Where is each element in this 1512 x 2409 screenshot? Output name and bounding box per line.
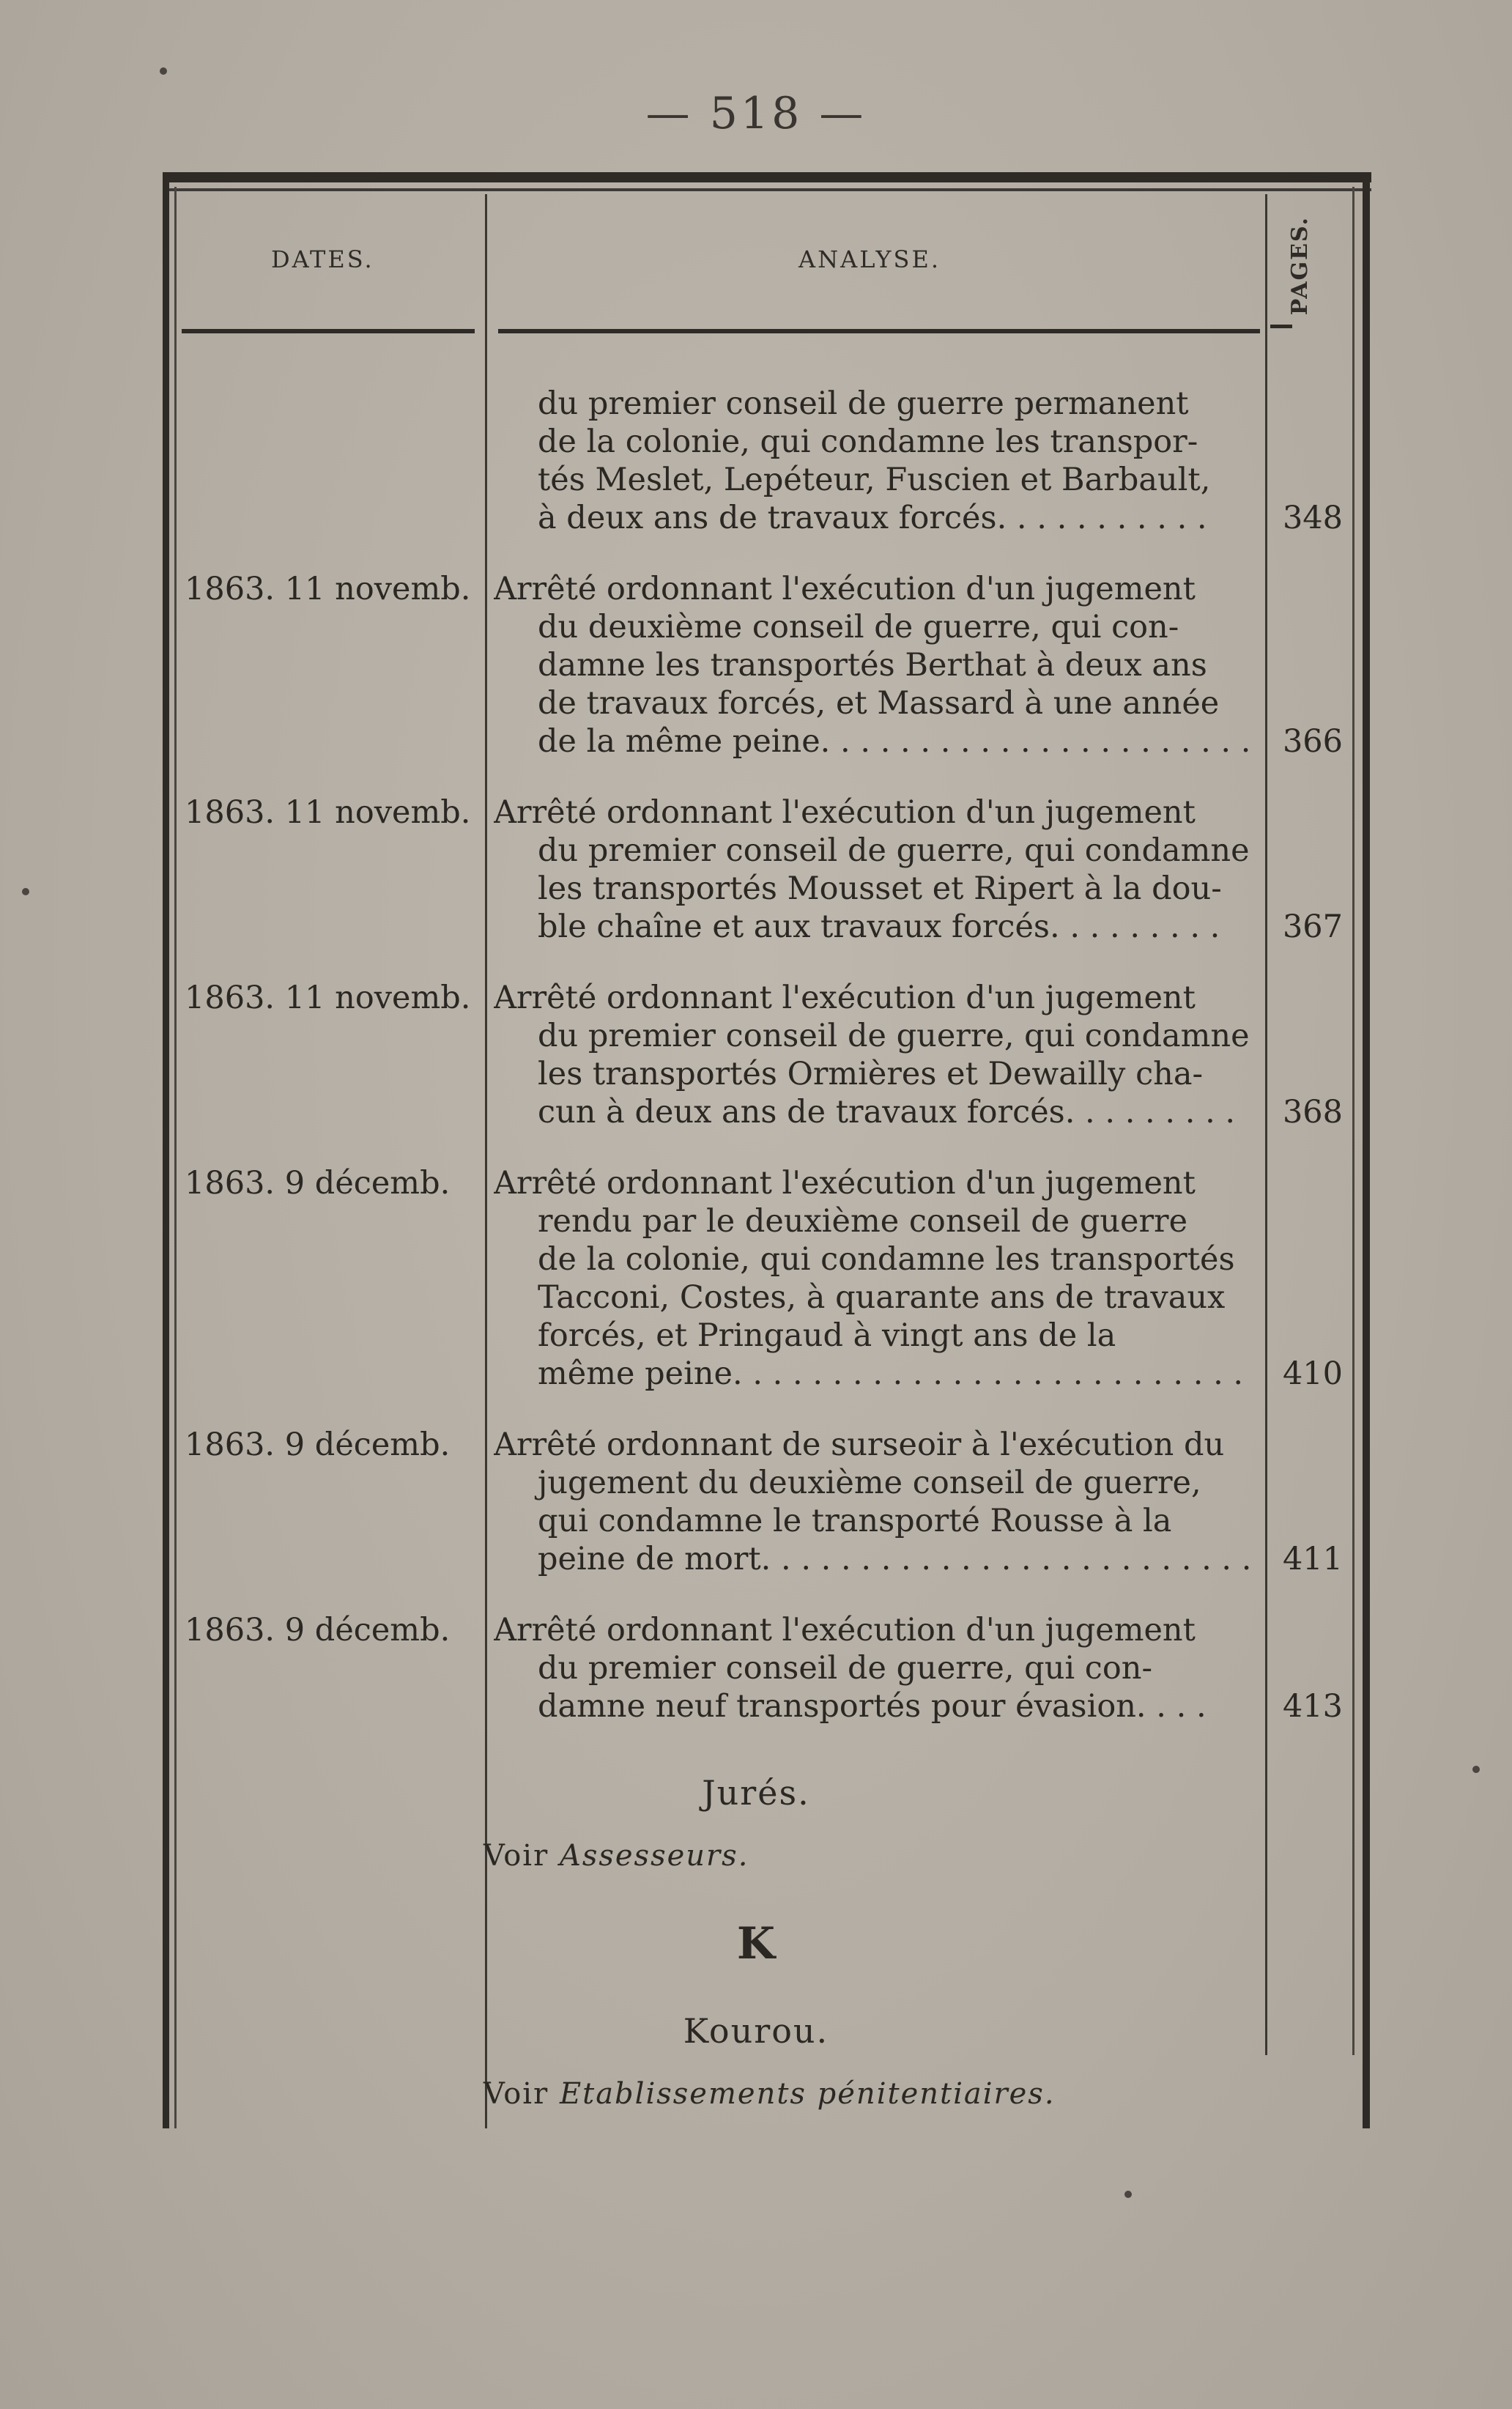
table-row	[163, 1164, 1371, 1393]
entry-page-number: 410	[1282, 1355, 1344, 1392]
entry-analysis-line: Arrêté ordonnant de surseoir à l'exécution du	[494, 1426, 1225, 1463]
see-target-jures: Assesseurs.	[559, 1839, 749, 1873]
table-top-thin-rule	[163, 188, 1371, 191]
entry-analysis-line: Arrêté ordonnant l'exécution d'un jugement	[494, 571, 1196, 607]
header-rule-pages	[1270, 325, 1292, 328]
header-pages: PAGES.	[1287, 216, 1313, 316]
entry-page-number: 411	[1282, 1541, 1344, 1577]
entry-analysis-line: même peine. . . . . . . . . . . . . . . . . . . . . . . . . .	[538, 1355, 1244, 1392]
header-dates: DATES.	[271, 245, 374, 273]
heading-jures: Jurés.	[702, 1773, 810, 1813]
table-row	[163, 793, 1371, 946]
entry-analysis-line: de la colonie, qui condamne les transpor-	[538, 423, 1198, 460]
index-table	[163, 172, 1371, 2128]
entry-analysis	[494, 1164, 1261, 1393]
entry-analysis-line: forcés, et Pringaud à vingt ans de la	[538, 1317, 1116, 1354]
entry-analysis-line: du premier conseil de guerre permanent	[538, 385, 1189, 422]
table-row	[163, 1426, 1371, 1578]
see-prefix-kourou: Voir	[483, 2077, 549, 2111]
entry-analysis-line: Arrêté ordonnant l'exécution d'un jugement	[494, 980, 1196, 1016]
header-rule-analyse	[498, 329, 1260, 333]
table-row	[163, 385, 1371, 537]
entry-analysis-line: du premier conseil de guerre, qui condamne	[538, 1018, 1250, 1054]
see-line-jures	[483, 1839, 749, 1873]
entry-analysis	[494, 385, 1261, 537]
entry-analysis-line: Tacconi, Costes, à quarante ans de travaux	[538, 1279, 1226, 1316]
see-prefix-jures: Voir	[483, 1839, 549, 1873]
heading-kourou: Kourou.	[683, 2011, 829, 2051]
entry-analysis-line: de la colonie, qui condamne les transportés	[538, 1241, 1235, 1278]
entry-analysis-line: ble chaîne et aux travaux forcés. . . . . . . . .	[538, 909, 1220, 945]
table-top-rule	[163, 172, 1371, 182]
entry-analysis	[494, 793, 1261, 946]
entry-date: 1863. 9 décemb.	[185, 1426, 451, 1463]
entry-analysis-line: Arrêté ordonnant l'exécution d'un jugement	[494, 1612, 1196, 1648]
table-row	[163, 570, 1371, 761]
entry-date: 1863. 11 novemb.	[185, 980, 471, 1016]
entry-date: 1863. 11 novemb.	[185, 794, 471, 831]
ink-speck	[1124, 2191, 1132, 2198]
table-row	[163, 1611, 1371, 1725]
entry-analysis-line: jugement du deuxième conseil de guerre,	[538, 1465, 1201, 1501]
entry-analysis-line: de travaux forcés, et Massard à une année	[538, 685, 1220, 722]
entry-date: 1863. 11 novemb.	[185, 571, 471, 607]
entry-analysis-line: les transportés Ormières et Dewailly cha-	[538, 1056, 1204, 1092]
entry-analysis-line: damne les transportés Berthat à deux ans	[538, 647, 1207, 684]
header-rule-dates	[182, 329, 475, 333]
page-number: — 518 —	[645, 88, 867, 139]
entry-analysis-line: à deux ans de travaux forcés. . . . . . . . . . .	[538, 500, 1207, 536]
entry-page-number: 368	[1282, 1094, 1344, 1131]
see-line-kourou	[483, 2077, 1056, 2111]
header-analyse: ANALYSE.	[798, 245, 941, 273]
entry-analysis-line: tés Meslet, Lepéteur, Fuscien et Barbault,	[538, 462, 1211, 498]
table-entries	[163, 385, 1371, 1758]
entry-analysis-line: Arrêté ordonnant l'exécution d'un jugement	[494, 794, 1196, 831]
entry-analysis	[494, 979, 1261, 1131]
entry-page-number: 348	[1282, 500, 1344, 536]
entry-analysis-line: de la même peine. . . . . . . . . . . . . . . . . . . . . .	[538, 723, 1251, 760]
ink-speck	[1472, 1766, 1480, 1773]
entry-analysis	[494, 1611, 1261, 1725]
entry-analysis-line: du premier conseil de guerre, qui condamne	[538, 832, 1250, 869]
table-row	[163, 979, 1371, 1131]
letter-heading-k: K	[736, 1918, 776, 1969]
entry-analysis-line: peine de mort. . . . . . . . . . . . . . . . . . . . . . . . .	[538, 1541, 1252, 1577]
ink-speck	[160, 67, 167, 75]
entry-analysis-line: rendu par le deuxième conseil de guerre	[538, 1203, 1188, 1240]
entry-analysis-line: Arrêté ordonnant l'exécution d'un jugement	[494, 1165, 1196, 1202]
see-target-kourou: Etablissements pénitentiaires.	[559, 2077, 1056, 2111]
entry-date: 1863. 9 décemb.	[185, 1165, 451, 1202]
ink-speck	[22, 888, 29, 895]
entry-analysis-line: damne neuf transportés pour évasion. . . .	[538, 1688, 1207, 1725]
entry-analysis-line: cun à deux ans de travaux forcés. . . . . . . . .	[538, 1094, 1236, 1131]
entry-analysis-line: les transportés Mousset et Ripert à la dou-	[538, 870, 1222, 907]
entry-analysis-line: du deuxième conseil de guerre, qui con-	[538, 609, 1179, 645]
entry-analysis-line: du premier conseil de guerre, qui con-	[538, 1650, 1153, 1687]
entry-date: 1863. 9 décemb.	[185, 1612, 451, 1648]
entry-page-number: 367	[1282, 909, 1344, 945]
entry-analysis	[494, 570, 1261, 761]
entry-page-number: 413	[1282, 1688, 1344, 1725]
entry-page-number: 366	[1282, 723, 1344, 760]
entry-analysis	[494, 1426, 1261, 1578]
entry-analysis-line: qui condamne le transporté Rousse à la	[538, 1503, 1172, 1539]
